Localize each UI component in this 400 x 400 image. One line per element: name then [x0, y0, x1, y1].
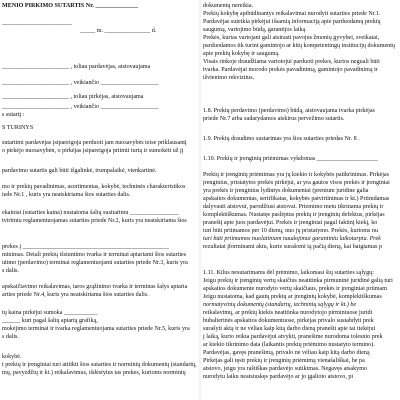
left-text-line: t prekių ir įrenginiai turi atitikti šios sutarties ir norminių dokumentų (standartų,: [2, 362, 197, 368]
right-text-line: apskaitos dokumentas, sertifikatas, kokybės patvirtinimas ir kt.) Priimdamas: [203, 196, 390, 202]
right-text-line: Pardavėjas suteikia pirkėjui išsamią informaciją apie parduodamų prekių: [203, 19, 381, 25]
left-text-line: ______________________ , veikiančio ___________________: [2, 80, 159, 86]
left-text-line: sutartimi pardavėjas įsipareigoja perduoti jam nuosavybės teise priklausantį: [2, 140, 187, 146]
right-text-line: nurodytu laiku neatsiuskęs pardavėjo ar jo įgalioto atstovo, pi: [203, 374, 354, 380]
right-text-line: parduodamos tik turint gamintojo ar kitų kompetentingų institucijų dokumentų: [203, 43, 395, 49]
right-text-line: Prekių ir įrenginių priėmimas yra jų kiekio ir kokybės patikrinimas. Pirkėjas: [203, 172, 389, 178]
right-text-line: Pardavėjas, gavęs pranešimą, privalo ne vėliau kaip kitą darbo dieną: [203, 350, 370, 356]
left-text-line: prekes į ________________________________________________: [2, 244, 169, 250]
right-text-line: yra prekės ir įrenginius lydintys dokumentai (prenium juridine galia: [203, 188, 369, 194]
right-text-line: apskaitos dokumente nurodyto vertų skaičiaus, prekės ir įrenginiai priimam: [203, 286, 387, 292]
left-text-line: tvirtintu reglamentuojamas sutarties priede Nr.2, kuris yra neatskiriama šios: [2, 218, 187, 224]
right-text-line: Visais rinkoje draudžiama vartotojui parduoti prekes, kurios neguali būti: [203, 59, 380, 65]
left-text-line: tų kaina pirkėjui sumoka ___________: [2, 310, 98, 316]
left-text-line: utimo (perdavimo) terminai reglamentuojami sutarties priede Nr.3, kuris yra: [2, 260, 188, 266]
right-text-line: turi būti priimamos nuolatiniam naudojimui garantiniu laikotarpiu. Prek: [203, 236, 381, 242]
right-text-line: priede Nr.7 arba sudarydamos atskirus pervežimo sutartis.: [203, 116, 345, 122]
right-text-line: atstovo, jeigu yra raštiškas pardavėjo sutikimas. Negavęs atsakymo: [203, 366, 367, 372]
left-text-line: ekainiai (sutarties kaina) nustatoma šalių susitarimu ________________: [2, 210, 179, 216]
left-text-line: s sutartį :: [2, 112, 25, 118]
right-text-line: Jeigu prekių ir įrenginių vertų skaičius neatitinka pirmuninė juridinė galią turi: [203, 278, 393, 284]
right-text-line: tvarka. Pardavėjai morodo prekės pavadinimą, gamintojo pavadinimą ir: [203, 67, 378, 73]
right-text-line: įrenginius, pristatytos prekės pirkėjui, ar yra gautos visos prekės ir įrenginiai: [203, 180, 390, 186]
right-text-line: 1.8. Prekių perdavimo (perdavimo) būdą, atstovaujama tvarka pirkėjas: [203, 108, 375, 114]
left-text-line: minimas. Detali prekių išsiuntimo tvarka ir terminai aptariami šios sutarties: [2, 252, 187, 258]
right-text-line: išvienimo rekvizitus.: [203, 75, 255, 81]
left-text-line: ______ kuri pagal šalių aptartą grafiką,: [2, 318, 98, 324]
left-text-line: kokybė.: [2, 354, 22, 360]
right-text-line: Jeigu nustatoma, kad gautų prekių ar įrenginių kokybė, komplektiškumas: [203, 294, 382, 300]
right-text-line: rezultatai įforminami aktu, kurie surašomi tą pačią dieną, kai baigiamas p: [203, 244, 383, 250]
right-text-line: surašyti aktą ir ne vėliau kaip kitą darbo dieną pranešti apie tai tiekėjui: [203, 326, 376, 332]
right-text-line: 1.10. Prekių ir įrenginių priėmimas vykdomas ____________________: [203, 156, 378, 162]
right-text-line: Prekės, kurias vartojant gali atsirasti pavojus žmonių gyvybei, sveikatai,: [203, 35, 380, 41]
right-text-line: apie prekių kokybę ir saugumą.: [203, 51, 280, 57]
right-document-page: [201, 0, 400, 400]
left-text-line: MENIO PIRKIMO SUTARTIS Nr. ______________: [2, 3, 139, 9]
right-text-line: turi būti priimamos per 10 dienų, nuo jų pristatymo. Prekės, kurioms nu: [203, 228, 379, 234]
right-text-line: dokumentų nereikia.: [203, 3, 254, 9]
left-text-line: mokėjimo terminai ir tvarka reglamentuojama sutarties priede Nr.5, kuris yra: [2, 326, 190, 332]
left-text-line: ______________________ , veikiančio ___________________: [2, 104, 159, 110]
left-text-line: S TURINYS: [2, 125, 34, 131]
left-text-line: mo ir prekių pavadinimas, asortimentas, kokybė, techninės charakteristikos: [2, 184, 186, 190]
left-text-line: s dalis.: [2, 334, 19, 340]
left-text-line: iede Nr.1 , kuris yra neatskiriama šios sutarties dalis.: [2, 192, 131, 198]
left-text-line: pardavimo sutartis gali būti išgalinkė, trumpalaikė, vienkartinė.: [2, 168, 157, 174]
right-text-line: Pirkėjas gali tęsti prekių ir įrenginių priėmimą vienašališkai, be pa: [203, 358, 365, 364]
left-text-line: mų, pavyzdžių ir kt.) reikalavimus, išdėstytus tas prekes, kurioms norminių: [2, 370, 186, 376]
left-text-line: ______________________ , toliau pardavėjas, atstovaujama: [2, 64, 151, 70]
right-text-line: dalyvauti atstovui, parodžiusi atstovai. Priemimo metu tikrinama prekių ir: [203, 204, 384, 210]
left-text-line: apskaičiavimo reikalavimas, taros grąžinimo tvarka ir terminas šalys aptaria: [2, 284, 188, 290]
right-text-line: normatyvinių dokumentų (standartų, techninių sąlygų ir kt.) be: [203, 302, 357, 308]
left-text-line: arties priede Nr.4, kuris yra neatskiriama šios sutarties dalis.: [2, 292, 149, 298]
right-text-line: 1.11. Kilus nesutarimams dėl prėmimo, laikomasi šių sutarties sąlygų:: [203, 270, 374, 276]
left-text-line: _______________________: [2, 20, 73, 26]
left-text-line: ______________________ , toliau pirkėjas, atstovaujama: [2, 94, 144, 100]
right-text-line: praneštį apie juos pardavėjui. Prekės ir įrenginiai pagal faktinį kiekį, ko: [203, 220, 378, 226]
right-text-line: buhalterinės apskaitos dokumentuose, pirkėjas privalo sustabdyti prek: [203, 318, 374, 324]
right-text-line: Prekių kokybę apibūdinantys reikalavimai nurodyti sutarties priede Nr.1.: [203, 11, 381, 17]
left-text-line: _____ m. _______________ d.: [80, 28, 157, 34]
right-text-line: 1.9. Prekių draudimo sustarimas yra šios sutarties priedas Nr. 8 .: [203, 136, 360, 142]
right-text-line: komplektiškumas. Nustatęs paslėptus prekių ir įrenginių defektus, pirkėjas: [203, 212, 385, 218]
right-text-line: į laiką, kurio reikia pardavėjui atvykti, pranešime nurodoma tolesnio prek: [203, 334, 383, 340]
right-text-line: saugumą, vartojimo būdą, garantijos laiką.: [203, 27, 307, 33]
left-text-line: o pirkėjo nuosavybėn, o pirkėjas įsipareigoja priimti turtą ir sumokėti už jį: [2, 148, 184, 154]
right-text-line: reikalavimų, ar prekių kiekis neatitinka nurodytojo pirminiuose juridi: [203, 310, 373, 316]
left-text-line: s dalis.: [2, 268, 19, 274]
right-text-line: ar kiekio tikrinimo data (laikantis prekių priėmimo nustatyto termino).: [203, 342, 375, 348]
